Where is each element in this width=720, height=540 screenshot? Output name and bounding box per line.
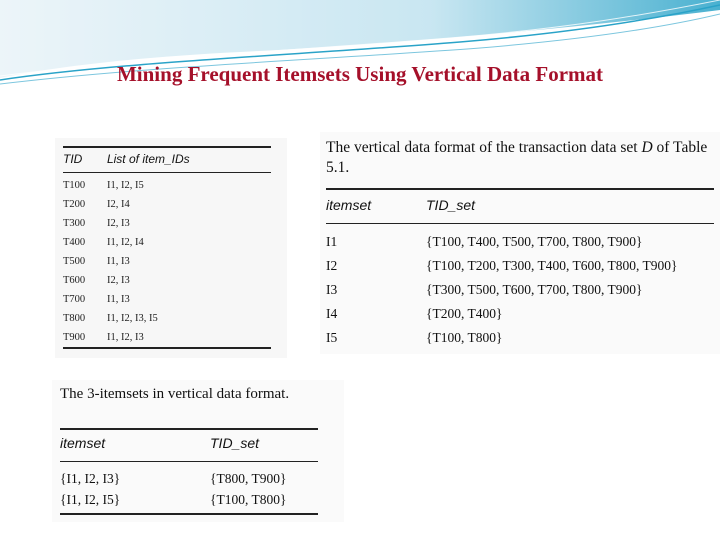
items-cell: I2, I4 — [106, 199, 130, 210]
table-row — [63, 233, 271, 252]
column-header-tid-set: TID_set — [210, 429, 318, 462]
column-header-itemset: itemset — [326, 189, 426, 224]
tid-cell: T300 — [63, 218, 86, 229]
transaction-table-figure — [55, 138, 287, 358]
table-row — [63, 271, 271, 290]
tid-set-cell: {T300, T500, T600, T700, T800, T900} — [426, 282, 643, 297]
three-itemsets-figure — [52, 380, 344, 522]
tid-set-cell: {T100, T800} — [210, 489, 318, 514]
items-cell: I1, I2, I4 — [106, 237, 144, 248]
table-row — [326, 254, 714, 278]
vertical-format-figure — [320, 132, 720, 354]
table-row — [63, 173, 271, 196]
table-row — [326, 302, 714, 326]
table-row — [63, 309, 271, 328]
itemset-cell: {I1, I2, I5} — [60, 489, 210, 514]
table-row — [326, 224, 714, 255]
caption-text-start: The vertical data format of the transaction data set — [326, 139, 642, 156]
tid-set-cell: {T100, T800} — [426, 330, 503, 345]
tid-set-cell: {T100, T400, T500, T700, T800, T900} — [426, 234, 643, 249]
table-row — [63, 252, 271, 271]
itemset-cell: {I1, I2, I3} — [60, 470, 121, 486]
three-itemsets-caption: The 3-itemsets in vertical data format. — [60, 386, 290, 402]
table-row — [63, 214, 271, 233]
column-header-item-ids: List of item_IDs — [107, 147, 271, 173]
itemset-cell: I5 — [326, 330, 338, 345]
table-row — [326, 326, 714, 350]
itemset-cell: I2 — [326, 258, 338, 273]
itemset-cell: I1 — [326, 234, 338, 249]
items-cell: I1, I2, I3, I5 — [106, 313, 158, 324]
table-row — [60, 462, 318, 490]
items-cell: I2, I3 — [106, 275, 130, 286]
items-cell: I1, I2, I3 — [107, 328, 271, 348]
slide-title: Mining Frequent Itemsets Using Vertical Data Format — [116, 62, 604, 86]
items-cell: I2, I3 — [106, 218, 130, 229]
itemset-cell: I4 — [326, 306, 338, 321]
items-cell: I1, I2, I5 — [106, 180, 144, 191]
table-row — [63, 195, 271, 214]
table-row — [326, 278, 714, 302]
items-cell: I1, I3 — [106, 256, 130, 267]
column-header-tid: TID — [63, 147, 107, 173]
tid-cell: T200 — [63, 199, 86, 210]
tid-cell: T900 — [63, 328, 107, 348]
caption-text-end: of Table 5.1. — [326, 139, 708, 176]
tid-cell: T700 — [63, 294, 86, 305]
vertical-format-table — [326, 188, 714, 350]
transaction-table — [63, 146, 271, 349]
tid-cell: T500 — [63, 256, 86, 267]
column-header-itemset: itemset — [60, 429, 210, 462]
items-cell: I1, I3 — [106, 294, 130, 305]
itemset-cell: I3 — [326, 282, 338, 297]
tid-set-cell: {T800, T900} — [210, 470, 287, 486]
column-header-tid-set: TID_set — [426, 189, 714, 224]
table-row — [60, 489, 318, 514]
tid-set-cell: {T200, T400} — [426, 306, 503, 321]
three-itemsets-table — [60, 428, 318, 515]
table-row — [63, 328, 271, 348]
tid-cell: T100 — [63, 180, 86, 191]
tid-cell: T800 — [63, 313, 86, 324]
table-row — [63, 290, 271, 309]
caption-variable: D — [641, 139, 653, 156]
tid-set-cell: {T100, T200, T300, T400, T600, T800, T900} — [426, 258, 678, 273]
tid-cell: T400 — [63, 237, 86, 248]
vertical-format-caption — [326, 138, 711, 178]
tid-cell: T600 — [63, 275, 86, 286]
